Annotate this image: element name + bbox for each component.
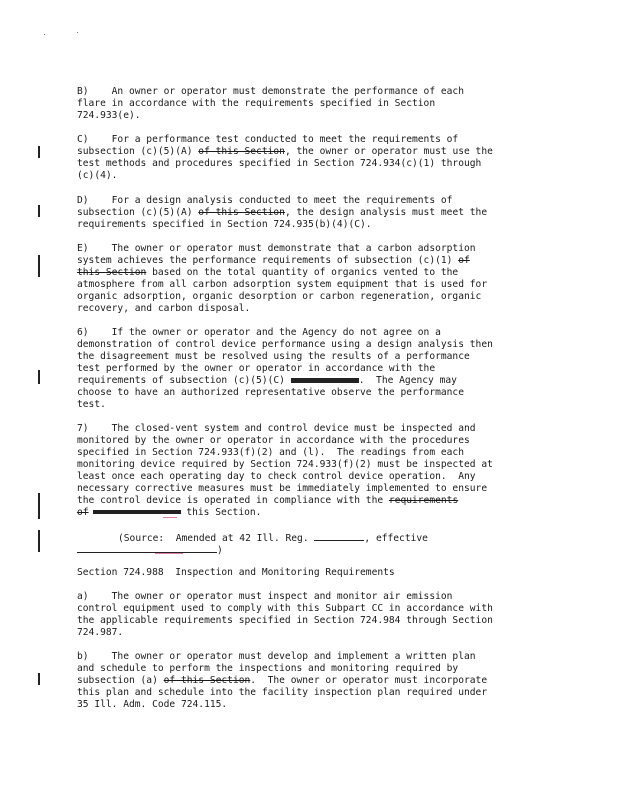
text-line: the applicable requirements specified in Section 724.984 through Section bbox=[77, 615, 493, 626]
section-heading bbox=[77, 567, 547, 579]
text-line: recovery, and carbon disposal. bbox=[77, 303, 251, 314]
text-segment: (Source: Amended at 42 Ill. Reg. bbox=[118, 533, 315, 544]
text-line bbox=[77, 675, 547, 687]
text-line: requirements specified in Section 724.935(b)(4)(C). bbox=[77, 219, 372, 230]
text-line: this plan and schedule into the facility inspection plan required under bbox=[77, 687, 488, 698]
text-line bbox=[77, 255, 547, 267]
struck-text: this Section bbox=[77, 267, 147, 278]
struck-text: of this Section bbox=[163, 675, 251, 686]
text-line: choose to have an authorized representative observe the performance bbox=[77, 387, 464, 398]
text-line bbox=[77, 507, 547, 519]
text-line: least once each operating day to check control device operation. Any bbox=[77, 471, 476, 482]
paragraph-d bbox=[77, 195, 547, 231]
source-note-continued bbox=[77, 543, 547, 557]
text-line: the disagreement must be resolved using the results of a performance bbox=[77, 351, 470, 362]
text-line: test performed by the owner or operator in accordance with the bbox=[77, 363, 436, 374]
revision-bar bbox=[38, 673, 40, 685]
text-line bbox=[77, 375, 547, 387]
paragraph-e bbox=[77, 243, 547, 315]
text-line bbox=[77, 495, 547, 507]
revision-bar bbox=[38, 205, 40, 217]
text-line: test. bbox=[77, 399, 106, 410]
text-line: 724.933(e). bbox=[77, 110, 141, 121]
revision-bar bbox=[38, 146, 40, 158]
text-line: monitored by the owner or operator in accordance with the procedures bbox=[77, 435, 470, 446]
text-line bbox=[77, 267, 547, 279]
text-segment: subsection (c)(5)(A) bbox=[77, 207, 199, 218]
text-line: (c)(4). bbox=[77, 170, 118, 181]
text-line: necessary corrective measures must be immediately implemented to ensure bbox=[77, 483, 488, 494]
paragraph-6 bbox=[77, 327, 547, 411]
revision-bar bbox=[38, 493, 40, 519]
text-segment: requirements of subsection (c)(5)(C) bbox=[77, 375, 291, 386]
paragraph-7 bbox=[77, 423, 547, 519]
text-segment: . The Agency may bbox=[358, 375, 457, 386]
text-segment: , the design analysis must meet the bbox=[284, 207, 488, 218]
pink-mark bbox=[163, 517, 177, 518]
struck-text: of bbox=[458, 255, 470, 266]
text-segment: based on the total quantity of organics vented to the bbox=[146, 267, 459, 278]
text-line: and schedule to perform the inspections and monitoring required by bbox=[77, 663, 459, 674]
text-line: 6) If the owner or operator and the Agency do not agree on a bbox=[77, 327, 441, 338]
redaction-mark bbox=[93, 510, 181, 514]
text-line: B) An owner or operator must demonstrate the performance of each bbox=[77, 86, 464, 97]
pink-mark bbox=[155, 553, 183, 554]
text-line: 724.987. bbox=[77, 627, 124, 638]
struck-text: of this Section bbox=[198, 146, 285, 157]
text-line: atmosphere from all carbon adsorption system equipment that is used for bbox=[77, 279, 488, 290]
text-line: 35 Ill. Adm. Code 724.115. bbox=[77, 699, 228, 710]
text-segment: this Section. bbox=[180, 507, 262, 518]
text-segment: the control device is operated in compliance with the bbox=[77, 495, 389, 506]
text-line: control equipment used to comply with this Subpart CC in accordance with bbox=[77, 603, 493, 614]
section-title: Section 724.988 Inspection and Monitoring Requirements bbox=[77, 567, 395, 578]
blank-field bbox=[314, 531, 364, 541]
revision-bar bbox=[38, 370, 40, 384]
text-line: a) The owner or operator must inspect and monitor air emission bbox=[77, 591, 453, 602]
text-segment: subsection (c)(5)(A) bbox=[77, 146, 199, 157]
text-line: specified in Section 724.933(f)(2) and (l). The readings from each bbox=[77, 447, 464, 458]
text-line: demonstration of control device performance using a design analysis then bbox=[77, 339, 493, 350]
scan-speck bbox=[44, 34, 45, 35]
text-line: test methods and procedures specified in Section 724.934(c)(1) through bbox=[77, 158, 482, 169]
struck-text: requirements bbox=[388, 495, 459, 506]
redaction-mark bbox=[291, 378, 359, 383]
text-line bbox=[77, 146, 547, 158]
text-segment: . The owner or operator must incorporate bbox=[250, 675, 488, 686]
text-line: D) For a design analysis conducted to meet the requirements of bbox=[77, 195, 453, 206]
struck-text: of this Section bbox=[198, 207, 285, 218]
text-segment: subsection (a) bbox=[77, 675, 164, 686]
revision-bar bbox=[38, 530, 40, 552]
revision-bar bbox=[38, 255, 40, 277]
paragraph-a bbox=[77, 591, 547, 639]
text-line: organic adsorption, organic desorption or carbon regeneration, organic bbox=[77, 291, 482, 302]
text-line: flare in accordance with the requirements specified in Section bbox=[77, 98, 436, 109]
paragraph-b bbox=[77, 86, 547, 122]
text-line: E) The owner or operator must demonstrate that a carbon adsorption bbox=[77, 243, 476, 254]
text-line: b) The owner or operator must develop and implement a written plan bbox=[77, 651, 476, 662]
text-line: 7) The closed-vent system and control device must be inspected and bbox=[77, 423, 476, 434]
text-segment: , the owner or operator must use the bbox=[284, 146, 493, 157]
text-line: C) For a performance test conducted to meet the requirements of bbox=[77, 134, 459, 145]
text-line: ) bbox=[77, 543, 547, 557]
blank-field bbox=[77, 543, 217, 553]
struck-text: of bbox=[77, 507, 89, 518]
text-segment: system achieves the performance requirements of subsection (c)(1) bbox=[77, 255, 459, 266]
paragraph-c bbox=[77, 134, 547, 182]
text-line: monitoring device required by Section 724.933(f)(2) must be inspected at bbox=[77, 459, 493, 470]
text-line bbox=[77, 207, 547, 219]
text-segment: , effective bbox=[364, 533, 428, 544]
scan-speck bbox=[77, 32, 78, 33]
paragraph-b-lower bbox=[77, 651, 547, 711]
